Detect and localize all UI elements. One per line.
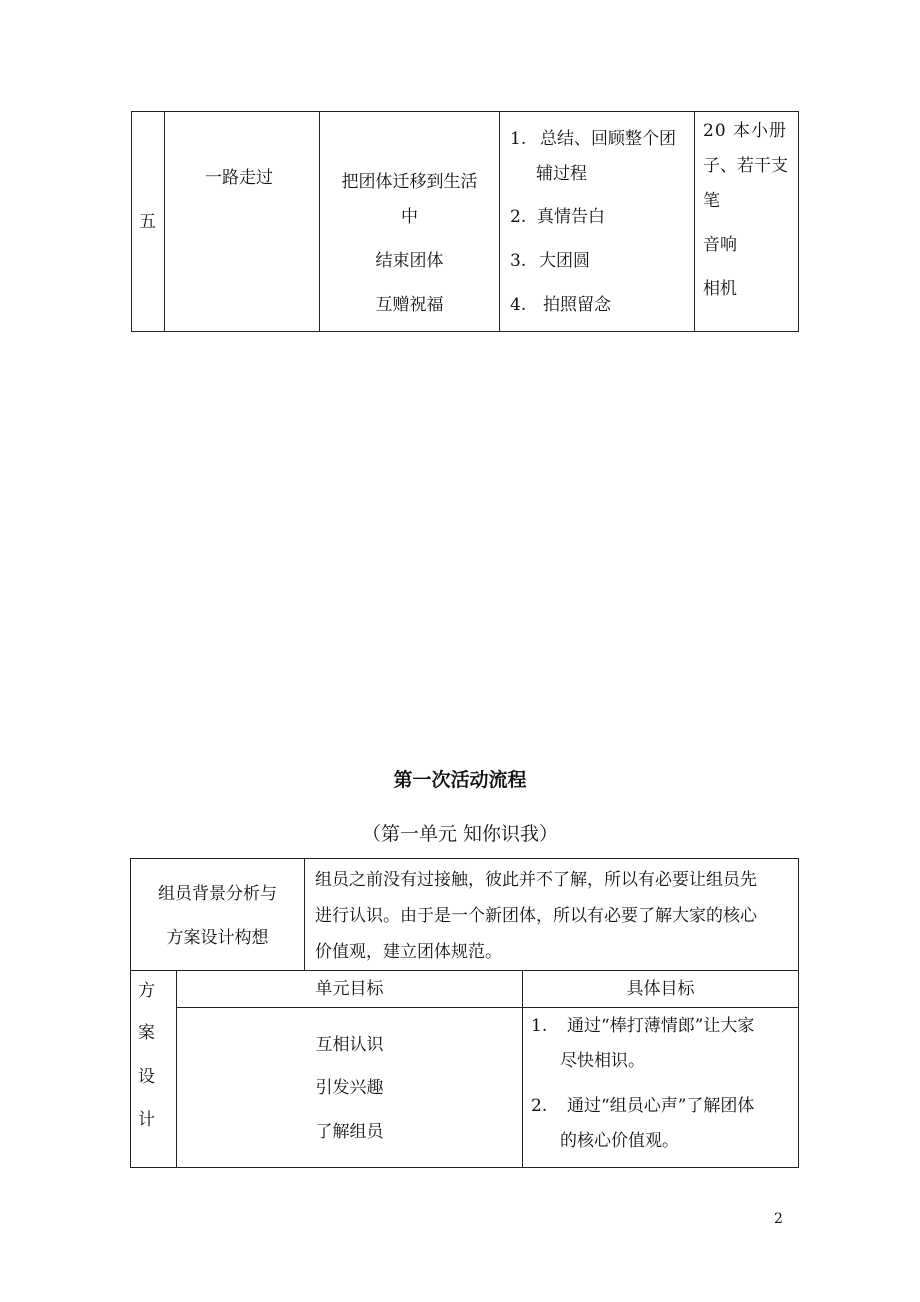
activity-name: 一路走过 (205, 168, 273, 188)
specific-goal-text: 的核心价值观。 (560, 1131, 679, 1151)
background-label: 方案设计构想 (166, 928, 269, 948)
material-line: 音响 (703, 235, 737, 255)
side-label-char: 方 (138, 981, 155, 1001)
material-line: 子、若干支 (703, 156, 788, 176)
side-label-char: 计 (138, 1110, 155, 1130)
specific-goal-number: 2. (531, 1096, 548, 1116)
goal-line: 互赠祝福 (375, 295, 444, 315)
specific-goal-number: 1. (531, 1016, 548, 1036)
step-text: 拍照留念 (543, 295, 611, 315)
goal-line: 中 (401, 207, 418, 227)
side-label-char: 案 (138, 1023, 155, 1043)
step-number: 1. (510, 129, 527, 149)
background-line: 进行认识。由于是一个新团体，所以有必要了解大家的核心 (315, 906, 757, 926)
page-number: 2 (774, 1211, 783, 1227)
step-number: 4. (510, 295, 527, 315)
background-line: 价值观，建立团体规范。 (315, 942, 502, 962)
unit-goal: 引发兴趣 (315, 1078, 384, 1098)
step-number: 3. (510, 251, 527, 271)
background-label: 组员背景分析与 (158, 884, 277, 904)
side-label-char: 设 (138, 1067, 155, 1087)
step-text: 真情告白 (537, 207, 605, 227)
material-line: 20 本小册 (703, 121, 788, 141)
specific-goal-header: 具体目标 (626, 979, 695, 999)
material-line: 相机 (703, 279, 737, 299)
unit-goal-header: 单元目标 (315, 979, 384, 999)
unit-goal: 互相认识 (315, 1035, 384, 1055)
section-subtitle: （第一单元 知你识我） (361, 823, 559, 845)
material-line: 笔 (703, 191, 720, 211)
step-text: 辅过程 (536, 164, 587, 184)
goal-line: 把团体迁移到生活 (341, 172, 478, 192)
background-line: 组员之前没有过接触，彼此并不了解，所以有必要让组员先 (315, 870, 757, 890)
specific-goal-text: 通过“组员心声”了解团体 (567, 1096, 755, 1116)
specific-goal-text: 尽快相识。 (560, 1051, 645, 1071)
unit-goal: 了解组员 (315, 1122, 384, 1142)
goal-line: 结束团体 (375, 251, 444, 271)
specific-goal-text: 通过“棒打薄情郎”让大家 (567, 1016, 755, 1036)
section-title: 第一次活动流程 (393, 769, 527, 791)
row-number: 五 (139, 212, 156, 232)
step-text: 大团圆 (539, 251, 590, 271)
step-number: 2. (510, 207, 527, 227)
step-text: 总结、回顾整个团 (540, 129, 676, 149)
